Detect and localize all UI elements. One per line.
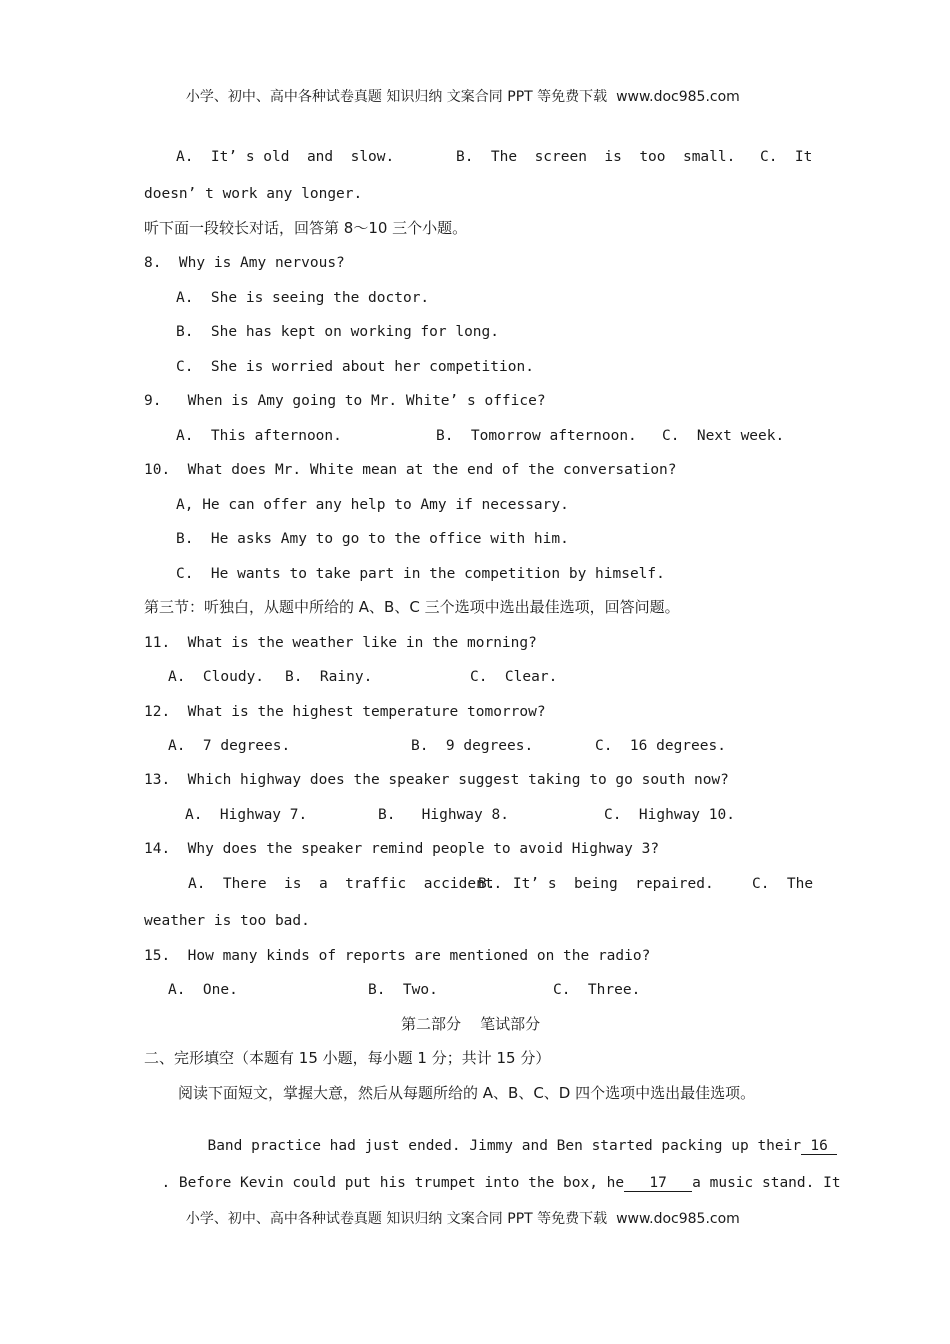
dialog-instruction: 听下面一段较长对话，回答第 8～10 三个小题。 <box>144 219 468 237</box>
q14-option-a: A. There is a traffic accident. <box>188 876 503 892</box>
q10-option-c: C. He wants to take part in the competition by himself. <box>176 566 665 582</box>
passage-line-2 <box>144 1156 841 1192</box>
q9-option-c: C. Next week. <box>662 428 785 444</box>
q13-option-a: A. Highway 7. <box>185 807 308 823</box>
q8-option-b: B. She has kept on working for long. <box>176 324 500 340</box>
q14-option-c: C. The <box>752 876 814 892</box>
q8-option-c: C. She is worried about her competition. <box>176 359 534 375</box>
header-text: 小学、初中、高中各种试卷真题 知识归纳 文案合同 PPT 等免费下载 <box>185 89 608 105</box>
section3-instruction: 第三节：听独白，从题中所给的 A、B、C 三个选项中选出最佳选项，回答问题。 <box>144 598 680 616</box>
q10-option-a: A, He can offer any help to Amy if necessary. <box>176 497 569 513</box>
q7-option-a: A. It’ s old and slow. <box>176 149 395 165</box>
q10-stem: 10. What does Mr. White mean at the end of the conversation? <box>144 462 677 478</box>
blank-16: 16 <box>801 1138 837 1155</box>
q11-option-b: B. Rainy. <box>285 669 373 685</box>
q12-stem: 12. What is the highest temperature tomorrow? <box>144 704 546 720</box>
part2-heading: 第二部分 笔试部分 <box>401 1015 541 1033</box>
q8-option-a: A. She is seeing the doctor. <box>176 290 430 306</box>
q11-option-a: A. Cloudy. <box>168 669 265 685</box>
footer-site: www.doc985.com <box>616 1211 740 1227</box>
q11-option-c: C. Clear. <box>470 669 558 685</box>
footer-text: 小学、初中、高中各种试卷真题 知识归纳 文案合同 PPT 等免费下载 <box>185 1211 608 1227</box>
q7-option-b: B. The screen is too small. <box>456 149 736 165</box>
q13-stem: 13. Which highway does the speaker suggest taking to go south now? <box>144 772 729 788</box>
q14-stem: 14. Why does the speaker remind people to avoid Highway 3? <box>144 841 660 857</box>
q7-option-c: C. It <box>760 149 813 165</box>
page-header <box>177 70 740 106</box>
q9-stem: 9. When is Amy going to Mr. White’ s office? <box>144 393 546 409</box>
q9-option-b: B. Tomorrow afternoon. <box>436 428 637 444</box>
q12-option-a: A. 7 degrees. <box>168 738 291 754</box>
cloze-instruction: 阅读下面短文，掌握大意，然后从每题所给的 A、B、C、D 四个选项中选出最佳选项。 <box>178 1084 756 1102</box>
page-footer <box>177 1192 740 1228</box>
q10-option-b: B. He asks Amy to go to the office with him. <box>176 531 569 547</box>
q8-stem: 8. Why is Amy nervous? <box>144 255 345 271</box>
q15-option-b: B. Two. <box>368 982 438 998</box>
cloze-title: 二、完形填空（本题有 15 小题，每小题 1 分；共计 15 分） <box>144 1049 551 1067</box>
blank-17: 17 <box>624 1175 692 1192</box>
passage-text-2a: . Before Kevin could put his trumpet into the box, he <box>161 1175 625 1191</box>
passage-line-1 <box>190 1119 837 1155</box>
q14-option-b: B. It’ s being repaired. <box>478 876 714 892</box>
q13-option-c: C. Highway 10. <box>604 807 735 823</box>
q14-option-c-cont: weather is too bad. <box>144 913 310 929</box>
q13-option-b: B. Highway 8. <box>378 807 509 823</box>
q11-stem: 11. What is the weather like in the morning? <box>144 635 537 651</box>
q15-option-c: C. Three. <box>553 982 641 998</box>
header-site: www.doc985.com <box>616 89 740 105</box>
q15-stem: 15. How many kinds of reports are mentioned on the radio? <box>144 948 651 964</box>
q7-option-c-cont: doesn’ t work any longer. <box>144 186 363 202</box>
q9-option-a: A. This afternoon. <box>176 428 342 444</box>
q12-option-b: B. 9 degrees. <box>411 738 534 754</box>
q12-option-c: C. 16 degrees. <box>595 738 726 754</box>
passage-text-1: Band practice had just ended. Jimmy and Ben started packing up their <box>207 1138 802 1154</box>
q15-option-a: A. One. <box>168 982 238 998</box>
passage-text-2b: a music stand. It <box>692 1175 841 1191</box>
